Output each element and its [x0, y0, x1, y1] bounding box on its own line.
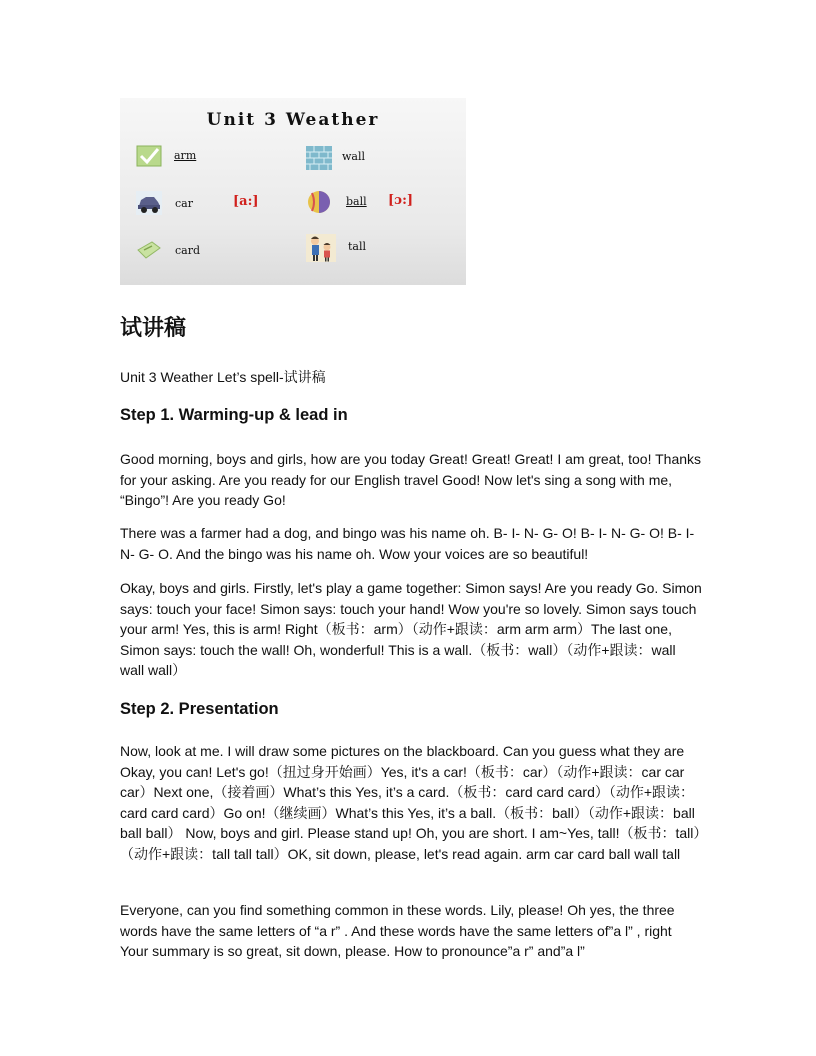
tall-picture-icon	[306, 234, 336, 262]
car-picture-icon	[136, 191, 162, 215]
card-picture-icon	[136, 238, 162, 262]
word-card: card	[175, 244, 201, 257]
arm-picture-icon	[136, 144, 162, 168]
document-subtitle: Unit 3 Weather Let’s spell-试讲稿	[120, 369, 326, 385]
word-wall: wall	[342, 150, 366, 163]
step1-paragraph-1: Good morning, boys and girls, how are you today Great! Great! Great! I am great, too! Thanks for your asking. Are you ready for our English travel Good! Now let's sing a song with me, “Bingo”! Are you ready Go!	[120, 451, 702, 509]
figure-title: Unit 3 Weather	[206, 110, 380, 130]
word-card-figure	[120, 98, 466, 285]
word-arm: arm	[174, 149, 197, 162]
step1-paragraph-3: Okay, boys and girls. Firstly, let's play a game together: Simon says! Are you ready Go. Simon says: touch your face! Simon says: touch your hand! Wow you're so lovely. Simon says touch your arm! Yes, this is arm! Right（板书：arm）（动作+跟读：arm arm arm）The last one, Simon says: touch the wall! Oh, wonderful! This is a wall.（板书：wall）（动作+跟读：wall wall wall）	[120, 580, 702, 679]
wall-picture-icon	[306, 146, 332, 170]
ball-picture-icon	[306, 190, 332, 214]
word-ball: ball	[346, 195, 367, 208]
step2-heading: Step 2. Presentation	[120, 700, 279, 718]
word-car: car	[175, 197, 193, 210]
document-heading: 试讲稿	[120, 316, 187, 341]
phonetic-al: [ɔ:]	[388, 193, 414, 208]
word-tall: tall	[348, 240, 367, 253]
step1-paragraph-2: There was a farmer had a dog, and bingo was his name oh. B- I- N- G- O! B- I- N- G- O! B- I- N- G- O. And the bingo was his name oh. Wow your voices are so beautiful!	[120, 525, 695, 562]
step1-heading: Step 1. Warming-up & lead in	[120, 406, 348, 424]
step2-paragraph-2: Everyone, can you find something common in these words. Lily, please! Oh yes, the three words have the same letters of “a r” . And these words have the same letters of”a l” , right Your summary is so great, sit down, please. How to pronounce”a r” and”a l”	[120, 902, 675, 960]
phonetic-ar: [a:]	[233, 194, 259, 209]
step2-paragraph-1: Now, look at me. I will draw some pictures on the blackboard. Can you guess what they are Okay, you can! Let's go!（扭过身开始画）Yes, it's a car!（板书：car）（动作+跟读：car car car）Next one,（接着画）What’s this Yes, it’s a card.（板书：card card card）（动作+跟读：card card card）Go on!（继续画）What’s this Yes, it’s a ball.（板书：ball）（动作+跟读：ball ball ball） Now, boys and girl. Please stand up! Oh, you are short. I am~Yes, tall!（板书：tall）（动作+跟读：tall tall tall）OK, sit down, please, let's read again. arm car card ball wall tall	[120, 743, 701, 862]
